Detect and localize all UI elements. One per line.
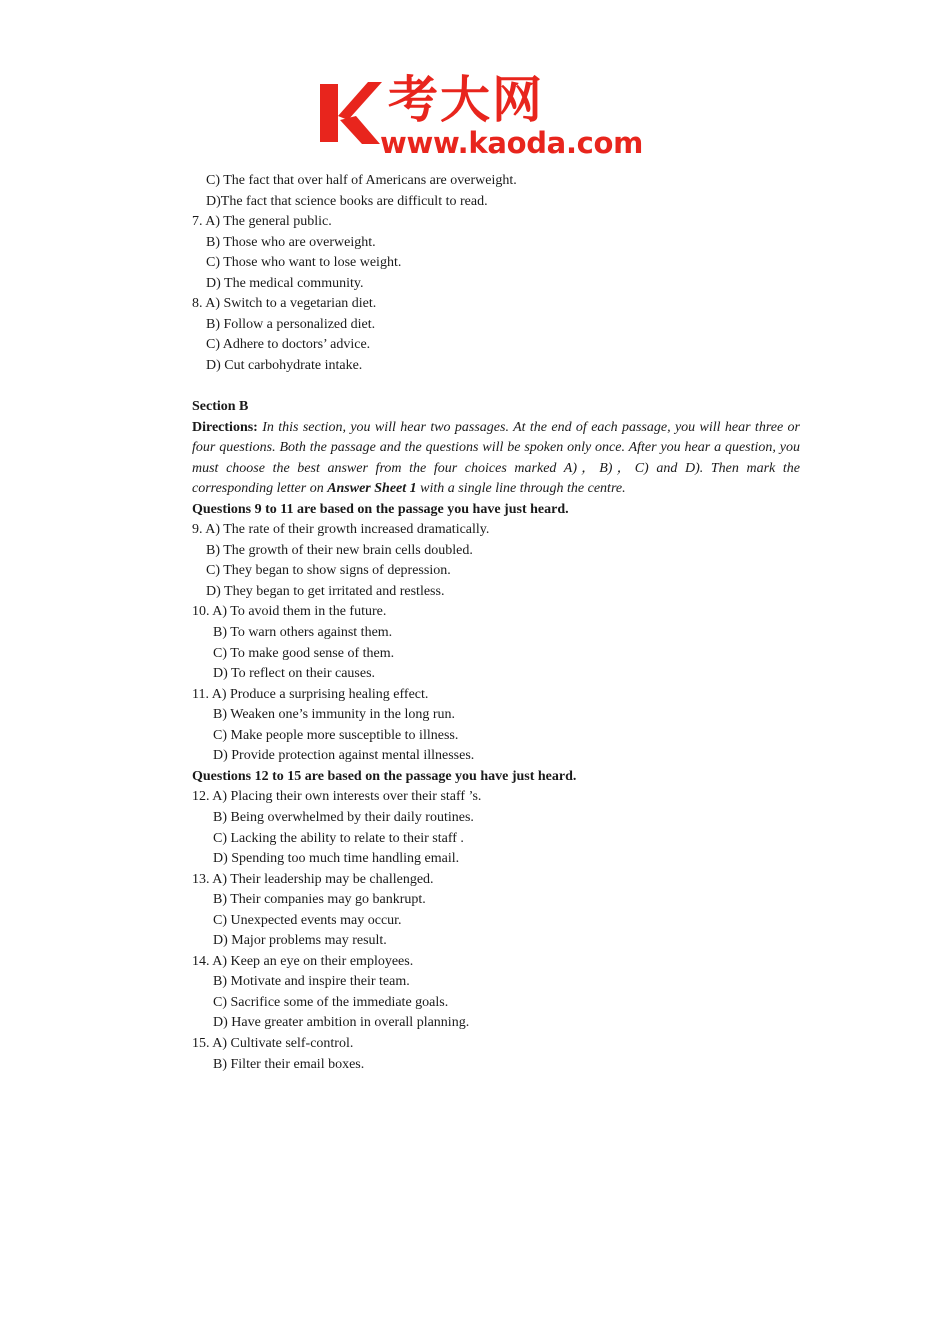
q14-option-b: B) Motivate and inspire their team. [213, 974, 410, 990]
q15-option-a: 15. A) Cultivate self-control. [192, 1035, 354, 1051]
q7-option-c: C) Those who want to lose weight. [206, 255, 402, 271]
q8-option-c: C) Adhere to doctors’ advice. [206, 337, 371, 353]
spacer [192, 376, 800, 397]
q6-option-d: D)The fact that science books are difficult to read. [206, 193, 488, 209]
section-b-title: Section B [192, 399, 249, 415]
q7-option-a: 7. A) The general public. [192, 214, 332, 230]
q14-option-c: C) Sacrifice some of the immediate goals. [213, 994, 449, 1010]
q9-option-d: D) They began to get irritated and restless. [206, 583, 445, 599]
q13-option-b: B) Their companies may go bankrupt. [213, 892, 426, 908]
q12-option-c: C) Lacking the ability to relate to their staff . [213, 830, 464, 846]
q11-option-a: 11. A) Produce a surprising healing effect. [192, 686, 429, 702]
q8-option-a: 8. A) Switch to a vegetarian diet. [192, 296, 377, 312]
q11-option-d: D) Provide protection against mental illnesses. [213, 748, 475, 764]
q13-option-c: C) Unexpected events may occur. [213, 912, 402, 928]
q13-option-d: D) Major problems may result. [213, 933, 387, 949]
q7-option-b: B) Those who are overweight. [206, 234, 376, 250]
directions-paragraph [192, 418, 800, 500]
logo-chinese-text: 考大网 [388, 71, 544, 129]
q7-option-d: D) The medical community. [206, 275, 364, 291]
q9-option-b: B) The growth of their new brain cells doubled. [206, 542, 473, 558]
directions-label: Directions: [192, 419, 258, 435]
answer-sheet-emphasis: Answer Sheet 1 [327, 481, 417, 497]
q12-option-a: 12. A) Placing their own interests over their staff ’s. [192, 789, 482, 805]
q8-option-b: B) Follow a personalized diet. [206, 316, 376, 332]
q6-option-c: C) The fact that over half of Americans are overweight. [206, 173, 517, 188]
group2-heading: Questions 12 to 15 are based on the passage you have just heard. [192, 768, 577, 784]
directions-text-1: In this section, you will hear two passages. At the end of each passage, you will hear three or four questions. Both the passage and the questions will be spoken only once. After you hear a question, you must choose the best answer from the four choices marked A)，B)，C) and D). Then mark the corresponding letter on [192, 419, 800, 497]
kaoda-logo [318, 70, 648, 162]
q10-option-b: B) To warn others against them. [213, 625, 393, 641]
q11-option-c: C) Make people more susceptible to illness. [213, 727, 459, 743]
q11-option-b: B) Weaken one’s immunity in the long run. [213, 707, 456, 723]
directions-text-2: with a single line through the centre. [416, 481, 626, 497]
q10-option-a: 10. A) To avoid them in the future. [192, 604, 387, 620]
q12-option-d: D) Spending too much time handling email. [213, 851, 460, 867]
q10-option-d: D) To reflect on their causes. [213, 666, 376, 682]
q13-option-a: 13. A) Their leadership may be challenged. [192, 871, 434, 887]
q14-option-d: D) Have greater ambition in overall planning. [213, 1015, 470, 1031]
q15-option-b: B) Filter their email boxes. [213, 1056, 365, 1072]
exam-content [192, 171, 800, 1075]
logo-url-text: www.kaoda.com [380, 126, 644, 160]
group1-heading: Questions 9 to 11 are based on the passage you have just heard. [192, 501, 569, 517]
q12-option-b: B) Being overwhelmed by their daily routines. [213, 809, 474, 825]
q8-option-d: D) Cut carbohydrate intake. [206, 357, 363, 373]
q9-option-a: 9. A) The rate of their growth increased dramatically. [192, 522, 490, 538]
q14-option-a: 14. A) Keep an eye on their employees. [192, 953, 414, 969]
q10-option-c: C) To make good sense of them. [213, 645, 395, 661]
k-logo-icon [318, 80, 382, 146]
q9-option-c: C) They began to show signs of depression. [206, 563, 451, 579]
